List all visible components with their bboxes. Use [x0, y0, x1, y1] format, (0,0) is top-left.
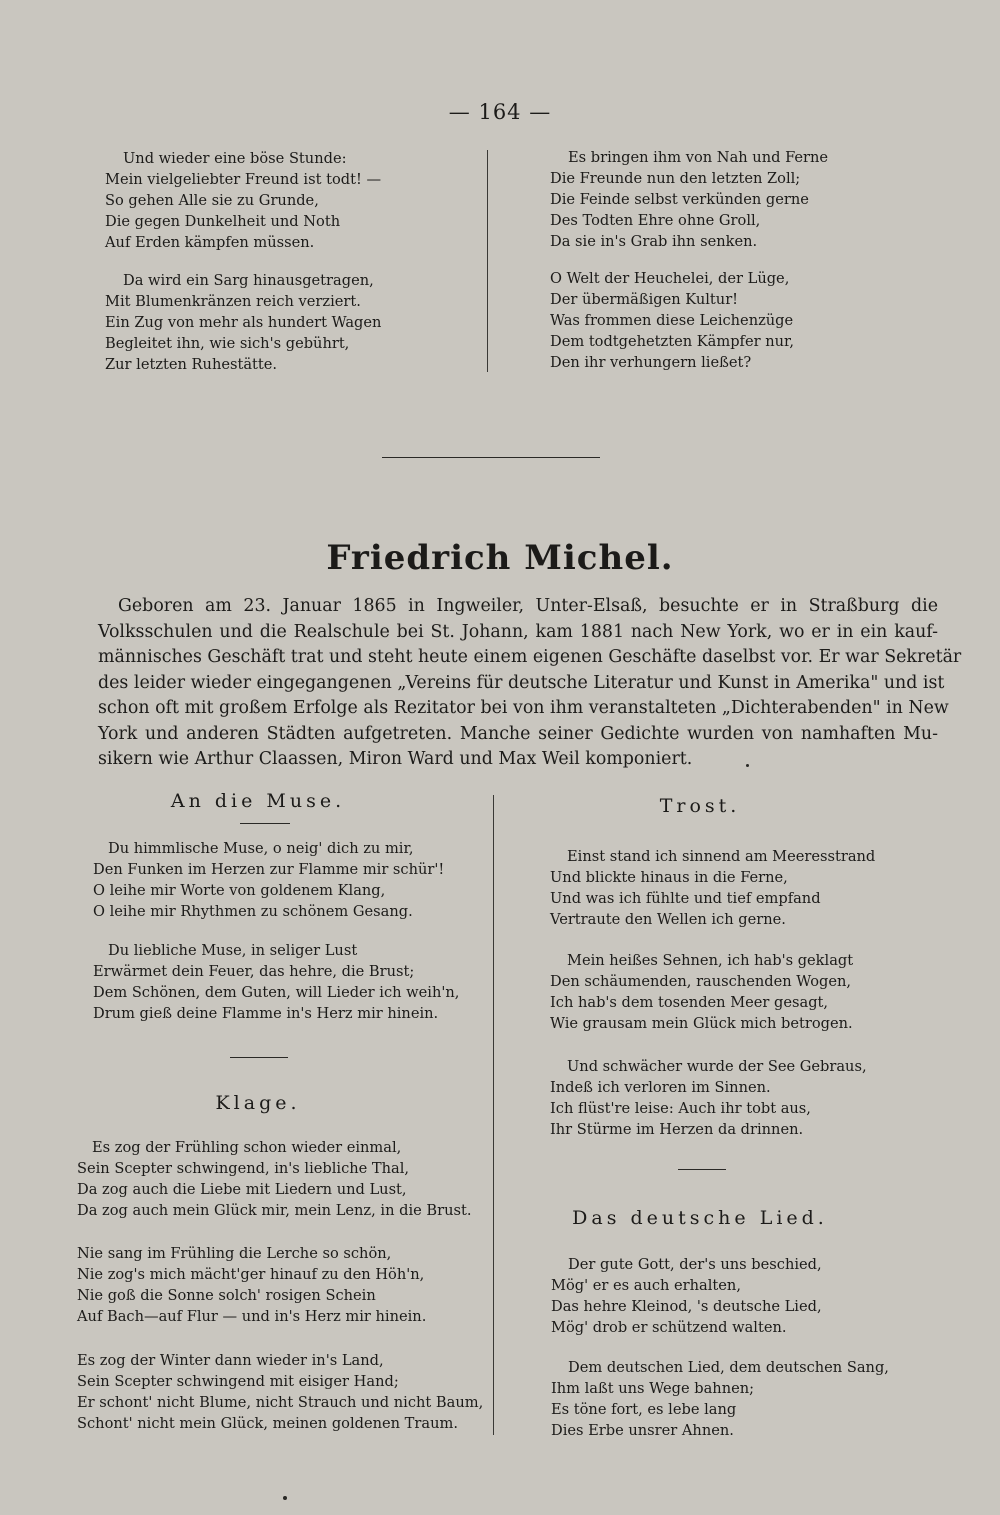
verse-line: O leihe mir Rhythmen zu schönem Gesang.: [93, 903, 413, 920]
bio-line: männisches Geschäft trat und steht heute einem eigenen Geschäfte daselbst vor. Er war Sekretär: [98, 647, 962, 667]
verse-line: Dem Schönen, dem Guten, will Lieder ich weih'n,: [93, 984, 460, 1001]
verse-line: Mög' drob er schützend walten.: [551, 1319, 787, 1336]
verse-line: Nie sang im Frühling die Lerche so schön,: [77, 1245, 392, 1262]
verse-line: Und schwächer wurde der See Gebraus,: [567, 1058, 867, 1075]
page-number: — 164 —: [448, 100, 552, 124]
bio-line: schon oft mit großem Erfolge als Rezitator bei von ihm veranstalteten „Dichterabenden" in New: [98, 698, 949, 718]
poem-title-trost: Trost.: [659, 795, 741, 817]
verse-line: Es töne fort, es lebe lang: [551, 1401, 737, 1418]
poem-deutsche-lied-stanza-1: [551, 1254, 822, 1338]
verse-line: Erwärmet dein Feuer, das hehre, die Brust;: [93, 963, 415, 980]
verse-line: Es bringen ihm von Nah und Ferne: [568, 149, 829, 166]
poem-title-klage: Klage.: [215, 1092, 301, 1114]
verse-line: Ein Zug von mehr als hundert Wagen: [105, 314, 382, 331]
author-biography: [98, 594, 962, 773]
verse-line: Indeß ich verloren im Sinnen.: [550, 1079, 771, 1096]
verse-line: Ich flüst're leise: Auch ihr tobt aus,: [550, 1100, 811, 1117]
top-poem-right-stanza-1: [550, 147, 828, 252]
column-divider-bottom: [493, 795, 494, 1435]
column-divider-top: [487, 150, 488, 372]
verse-line: Die Freunde nun den letzten Zoll;: [550, 170, 801, 187]
verse-line: Ihr Stürme im Herzen da drinnen.: [550, 1121, 804, 1138]
verse-line: Da zog auch mein Glück mir, mein Lenz, in die Brust.: [77, 1202, 472, 1219]
bio-line: sikern wie Arthur Claassen, Miron Ward und Max Weil komponiert.: [98, 749, 693, 769]
verse-line: Du himmlische Muse, o neig' dich zu mir,: [108, 840, 414, 857]
verse-line: Auf Erden kämpfen müssen.: [105, 234, 315, 251]
verse-line: Zur letzten Ruhestätte.: [105, 356, 278, 373]
poem-deutsche-lied-stanza-2: [551, 1357, 889, 1441]
verse-line: O Welt der Heuchelei, der Lüge,: [550, 270, 790, 287]
verse-line: Ihm laßt uns Wege bahnen;: [551, 1380, 755, 1397]
verse-line: Schont' nicht mein Glück, meinen goldenen Traum.: [77, 1415, 458, 1432]
verse-line: Es zog der Winter dann wieder in's Land,: [77, 1352, 384, 1369]
verse-line: O leihe mir Worte von goldenem Klang,: [93, 882, 386, 899]
verse-line: Und was ich fühlte und tief empfand: [550, 890, 821, 907]
verse-line: Er schont' nicht Blume, nicht Strauch und nicht Baum,: [77, 1394, 484, 1411]
verse-line: Und blickte hinaus in die Ferne,: [550, 869, 788, 886]
poem-trost-stanza-2: [550, 950, 853, 1034]
poem-an-die-muse-stanza-2: [93, 940, 459, 1024]
bio-line: Geboren am 23. Januar 1865 in Ingweiler, Unter-Elsaß, besuchte er in Straßburg die: [118, 596, 938, 616]
top-poem-left-stanza-2: [105, 270, 381, 375]
section-divider: [382, 457, 600, 458]
verse-line: Nie goß die Sonne solch' rosigen Schein: [77, 1287, 376, 1304]
verse-line: Den ihr verhungern ließet?: [550, 354, 752, 371]
bio-line: Volksschulen und die Realschule bei St. Johann, kam 1881 nach New York, wo er in ein kauf-: [98, 621, 938, 642]
verse-line: Da wird ein Sarg hinausgetragen,: [123, 272, 374, 289]
verse-line: Du liebliche Muse, in seliger Lust: [108, 942, 358, 959]
poem-klage-stanza-2: [77, 1243, 426, 1327]
verse-line: Dem todtgehetzten Kämpfer nur,: [550, 333, 795, 350]
verse-line: Und wieder eine böse Stunde:: [123, 150, 347, 167]
poem-trost-stanza-1: [550, 846, 875, 930]
verse-line: Des Todten Ehre ohne Groll,: [550, 212, 761, 229]
verse-line: Es zog der Frühling schon wieder einmal,: [92, 1139, 402, 1156]
top-poem-right-stanza-2: [550, 268, 794, 373]
verse-line: Der gute Gott, der's uns beschied,: [568, 1256, 822, 1273]
verse-line: Vertraute den Wellen ich gerne.: [550, 911, 786, 928]
verse-line: Die Feinde selbst verkünden gerne: [550, 191, 809, 208]
verse-line: Wie grausam mein Glück mich betrogen.: [550, 1015, 853, 1032]
poem-divider: [678, 1169, 726, 1170]
ink-speck: [746, 764, 749, 767]
verse-line: Was frommen diese Leichenzüge: [550, 312, 794, 329]
poem-an-die-muse-stanza-1: [93, 838, 444, 922]
verse-line: Mein heißes Sehnen, ich hab's geklagt: [567, 952, 854, 969]
verse-line: Sein Scepter schwingend, in's liebliche Thal,: [77, 1160, 410, 1177]
poem-klage-stanza-1: [77, 1137, 471, 1221]
verse-line: Auf Bach—auf Flur — und in's Herz mir hinein.: [77, 1308, 427, 1325]
poem-klage-stanza-3: [77, 1350, 483, 1434]
verse-line: Dies Erbe unsrer Ahnen.: [551, 1422, 734, 1439]
verse-line: Mit Blumenkränzen reich verziert.: [105, 293, 361, 310]
verse-line: Den schäumenden, rauschenden Wogen,: [550, 973, 852, 990]
verse-line: Mög' er es auch erhalten,: [551, 1277, 741, 1294]
poem-title-an-die-muse: An die Muse.: [170, 790, 346, 812]
verse-line: Einst stand ich sinnend am Meeresstrand: [567, 848, 876, 865]
verse-line: Ich hab's dem tosenden Meer gesagt,: [550, 994, 829, 1011]
poem-trost-stanza-3: [550, 1056, 867, 1140]
verse-line: Die gegen Dunkelheit und Noth: [105, 213, 341, 230]
verse-line: Das hehre Kleinod, 's deutsche Lied,: [551, 1298, 822, 1315]
bio-line: York und anderen Städten aufgetreten. Manche seiner Gedichte wurden von namhaften Mu-: [98, 723, 938, 744]
verse-line: Da zog auch die Liebe mit Liedern und Lust,: [77, 1181, 407, 1198]
poem-divider: [230, 1057, 288, 1058]
verse-line: Sein Scepter schwingend mit eisiger Hand;: [77, 1373, 399, 1390]
top-poem-left-stanza-1: [105, 148, 381, 253]
verse-line: Den Funken im Herzen zur Flamme mir schür'!: [93, 861, 445, 878]
verse-line: Drum gieß deine Flamme in's Herz mir hinein.: [93, 1005, 439, 1022]
poem-title-das-deutsche-lied: Das deutsche Lied.: [572, 1207, 828, 1229]
author-name: Friedrich Michel.: [326, 538, 674, 578]
verse-line: Mein vielgeliebter Freund ist todt! —: [105, 171, 382, 188]
verse-line: Nie zog's mich mächt'ger hinauf zu den Höh'n,: [77, 1266, 425, 1283]
verse-line: So gehen Alle sie zu Grunde,: [105, 192, 319, 209]
verse-line: Da sie in's Grab ihn senken.: [550, 233, 758, 250]
verse-line: Der übermäßigen Kultur!: [550, 291, 739, 308]
verse-line: Dem deutschen Lied, dem deutschen Sang,: [568, 1359, 889, 1376]
bio-line: des leider wieder eingegangenen „Vereins für deutsche Literatur und Kunst in Amerika" und ist: [98, 672, 945, 693]
title-rule: [240, 823, 290, 824]
ink-speck: [283, 1496, 287, 1500]
verse-line: Begleitet ihn, wie sich's gebührt,: [105, 335, 350, 352]
